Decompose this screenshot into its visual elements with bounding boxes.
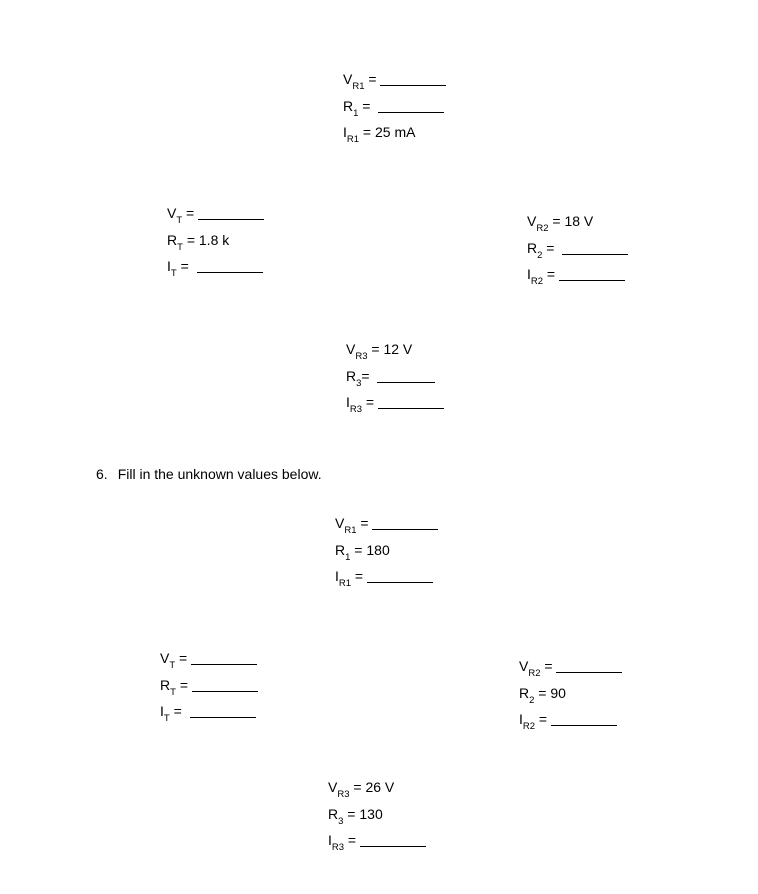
answer-blank[interactable] xyxy=(192,677,258,692)
rt-line: $R_T$ = xyxy=(160,675,258,702)
r2-line: $R_2 = 90$ xyxy=(519,684,566,706)
circuit-b-r3-values xyxy=(328,777,426,857)
answer-blank[interactable] xyxy=(360,832,426,847)
answer-blank[interactable] xyxy=(372,515,438,530)
answer-blank[interactable] xyxy=(367,568,433,583)
circuit-b-total-values xyxy=(160,648,258,728)
answer-blank[interactable] xyxy=(562,240,628,255)
circuit-b-r2-values xyxy=(519,656,622,736)
vr1-line: $V_{R1}$ = xyxy=(343,69,446,96)
ir1-line: $I_{R1} = 25$ mA xyxy=(343,124,416,145)
ir2-line: $I_{R2}$ = xyxy=(527,264,628,291)
rt-line: $R_T = 1.8$ k xyxy=(167,231,230,253)
answer-blank[interactable] xyxy=(378,98,444,113)
question-number: 6. xyxy=(96,466,108,482)
vr3-line: $V_{R3} = 12$ V xyxy=(346,341,413,362)
r1-line: $R_1 = 180$ xyxy=(335,541,390,563)
circuit-b-r1-values xyxy=(335,513,438,593)
answer-blank[interactable] xyxy=(556,658,622,673)
ir1-line: $I_{R1}$ = xyxy=(335,566,438,593)
it-line: $I_T$ = xyxy=(167,256,264,283)
circuit-a-r2-values xyxy=(527,211,628,291)
answer-blank[interactable] xyxy=(377,368,435,383)
answer-blank[interactable] xyxy=(559,266,625,281)
r2-line: $R_2$ = xyxy=(527,238,628,265)
circuit-a-r3-values xyxy=(346,339,444,419)
vt-line: $V_T$ = xyxy=(167,203,264,230)
r3-line: $R_3=$ xyxy=(346,366,444,393)
vr1-line: $V_{R1}$ = xyxy=(335,513,438,540)
ir2-line: $I_{R2}$ = xyxy=(519,709,622,736)
question-text: Fill in the unknown values below. xyxy=(117,466,322,482)
answer-blank[interactable] xyxy=(551,711,617,726)
answer-blank[interactable] xyxy=(191,650,257,665)
it-line: $I_T$ = xyxy=(160,701,258,728)
answer-blank[interactable] xyxy=(197,258,263,273)
answer-blank[interactable] xyxy=(198,205,264,220)
vr2-line: $V_{R2} = 18$ V xyxy=(527,213,594,234)
r1-line: $R_1$ = xyxy=(343,96,446,123)
answer-blank[interactable] xyxy=(190,703,256,718)
vr2-line: $V_{R2}$ = xyxy=(519,656,622,683)
answer-blank[interactable] xyxy=(380,71,446,86)
vt-line: $V_T$ = xyxy=(160,648,258,675)
circuit-a-r1-values xyxy=(343,69,446,149)
ir3-line: $I_{R3}$ = xyxy=(328,830,426,857)
vr3-line: $V_{R3} = 26$ V xyxy=(328,779,395,800)
answer-blank[interactable] xyxy=(378,394,444,409)
r3-line: $R_3 = 130$ xyxy=(328,805,383,827)
circuit-a-total-values xyxy=(167,203,264,283)
question-6 xyxy=(96,466,322,482)
ir3-line: $I_{R3}$ = xyxy=(346,392,444,419)
